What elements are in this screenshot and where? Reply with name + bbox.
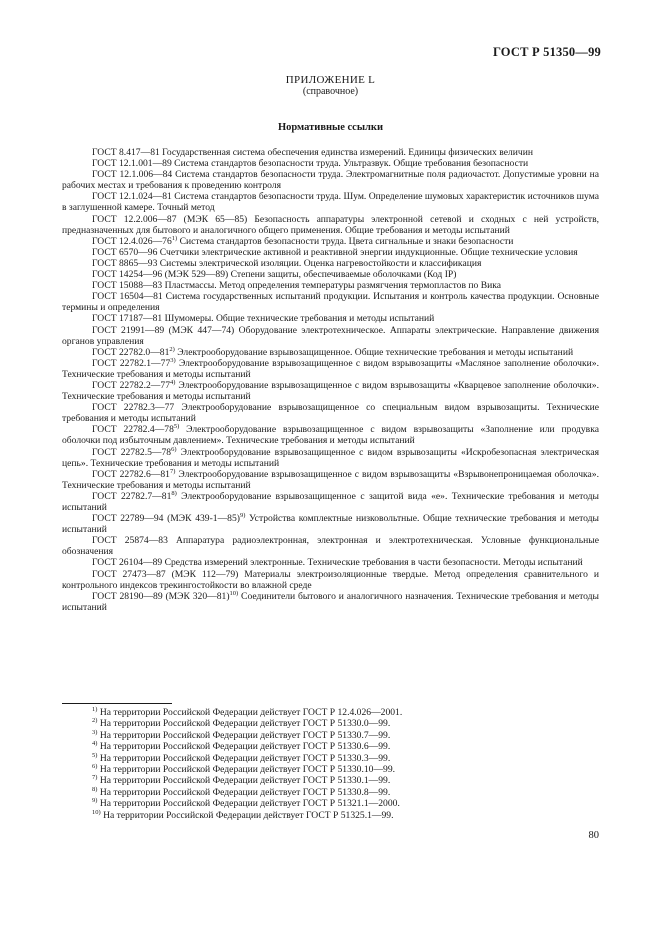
- reference-item: [62, 247, 599, 258]
- reference-text: ГОСТ 6570—96 Счетчики электрические активной и реактивной энергии индукционные. Общие технические условия: [92, 246, 578, 258]
- footnote-reference-mark: 5): [173, 423, 180, 431]
- footnote-item: [92, 787, 572, 798]
- footnote-text: На территории Российской Федерации действует ГОСТ Р 51330.8—99.: [97, 786, 391, 798]
- footnote-item: [92, 741, 572, 752]
- footnote-mark: 3): [92, 728, 98, 736]
- footnote-reference-mark: 4): [170, 378, 176, 386]
- footnote-text: На территории Российской Федерации действует ГОСТ Р 51325.1—99.: [100, 809, 394, 821]
- references-list: [62, 147, 599, 613]
- reference-item: [62, 535, 599, 557]
- reference-item: [62, 158, 599, 169]
- footnote-mark: 2): [92, 717, 98, 725]
- reference-designation: ГОСТ 28190—89 (МЭК 320—81): [92, 590, 230, 602]
- footnote-mark: 4): [92, 740, 98, 748]
- reference-title: Электрооборудование взрывозащищенное с видом взрывозащиты «Кварцевое заполнение оболочки». Технические требования и методы испытаний: [62, 379, 599, 403]
- reference-text: ГОСТ 14254—96 (МЭК 529—89) Степени защиты, обеспечиваемые оболочками (Код IP): [92, 269, 457, 281]
- footnote-item: [92, 707, 572, 718]
- footnote-reference-mark: 3): [170, 356, 176, 364]
- reference-designation: ГОСТ 22782.6—81: [92, 468, 170, 480]
- reference-designation: ГОСТ 22782.7—81: [92, 490, 172, 502]
- reference-designation: ГОСТ 22782.5—78: [92, 446, 172, 458]
- reference-title: Электрооборудование взрывозащищенное с видом взрывозащиты «Искробезопасная электрическая цепь». Технические требования и методы испытаний: [62, 446, 599, 469]
- reference-item: [62, 258, 599, 269]
- reference-text: ГОСТ 12.1.006—84 Система стандартов безопасности труда. Электромагнитные поля радиочастот. Допустимые уровни на рабочих местах и требования к проведению контроля: [62, 169, 599, 192]
- reference-item: [62, 402, 599, 424]
- reference-designation: ГОСТ 12.4.026—76: [92, 235, 172, 247]
- footnote-reference-mark: 10): [229, 589, 239, 597]
- reference-text: ГОСТ 22782.3—77 Электрооборудование взрывозащищенное со специальным видом взрывозащиты. Технические требования и методы испытаний: [62, 402, 599, 425]
- footnotes-list: [92, 707, 572, 821]
- reference-designation: ГОСТ 22789—94 (МЭК 439-1—85): [92, 513, 240, 525]
- reference-item: [62, 424, 599, 446]
- reference-item: [62, 313, 599, 324]
- reference-title: Электрооборудование взрывозащищенное. Общие технические требования и методы испытаний: [174, 346, 574, 358]
- footnote-mark: 10): [92, 808, 101, 816]
- footnote-text: На территории Российской Федерации действует ГОСТ Р 51330.6—99.: [97, 741, 391, 753]
- reference-item: [62, 447, 599, 469]
- appendix-title: ПРИЛОЖЕНИЕ L: [285, 74, 376, 86]
- footnote-reference-mark: 2): [169, 345, 175, 353]
- footnote-text: На территории Российской Федерации действует ГОСТ Р 51321.1—2000.: [97, 798, 400, 810]
- reference-text: ГОСТ 27473—87 (МЭК 112—79) Материалы электроизоляционные твердые. Метод определения сравнительного и контрольного индексов трекингостойкости во влажной среде: [62, 568, 599, 591]
- reference-item: [62, 557, 599, 568]
- footnote-reference-mark: 6): [171, 445, 177, 453]
- reference-title: Электрооборудование взрывозащищенное с защитой вида «е». Технические требования и методы испытаний: [62, 490, 599, 513]
- footnote-text: На территории Российской Федерации действует ГОСТ Р 51330.7—99.: [97, 729, 391, 741]
- reference-title: Устройства комплектные низковольтные. Общие технические требования и методы испытаний: [62, 513, 600, 536]
- reference-item: [62, 591, 599, 613]
- footnote-reference-mark: 1): [171, 234, 178, 242]
- reference-text: ГОСТ 21991—89 (МЭК 447—74) Оборудование электротехническое. Аппараты электрические. Направление движения органов управления: [62, 324, 599, 347]
- reference-title: Соединители бытового и аналогичного назначения. Технические требования и методы испытаний: [62, 590, 599, 613]
- footnote-item: [92, 718, 572, 729]
- reference-designation: ГОСТ 22782.0—81: [92, 346, 170, 358]
- reference-text: ГОСТ 12.2.006—87 (МЭК 65—85) Безопасность аппаратуры электронной сетевой и сходных с ней устройств, предназначенных для бытового и аналогичного общего применения. Общие требования и методы испытаний: [62, 213, 599, 236]
- footnote-text: На территории Российской Федерации действует ГОСТ Р 51330.0—99.: [97, 718, 391, 730]
- footnote-mark: 9): [92, 797, 98, 805]
- reference-text: ГОСТ 12.1.024—81 Система стандартов безопасности труда. Шум. Определение шумовых характеристик источников шума в заглушенной камере. Точный метод: [62, 191, 599, 214]
- footnote-reference-mark: 8): [171, 489, 177, 497]
- reference-item: [62, 569, 599, 591]
- reference-item: [62, 380, 599, 402]
- reference-text: ГОСТ 16504—81 Система государственных испытаний продукции. Испытания и контроль качества продукции. Основные термины и определения: [62, 291, 599, 314]
- reference-item: [62, 491, 599, 513]
- reference-item: [62, 469, 599, 491]
- reference-item: [62, 236, 599, 247]
- footnote-item: [92, 764, 572, 775]
- footnote-item: [92, 798, 572, 809]
- reference-text: ГОСТ 12.1.001—89 Система стандартов безопасности труда. Ультразвук. Общие требования безопасности: [92, 158, 529, 170]
- reference-text: ГОСТ 8865—93 Системы электрической изоляции. Оценка нагревостойкости и классификация: [92, 257, 482, 269]
- reference-item: [62, 214, 599, 236]
- reference-text: ГОСТ 26104—89 Средства измерений электронные. Технические требования в части безопасности. Методы испытаний: [92, 557, 583, 569]
- reference-title: Электрооборудование взрывозащищенное с видом взрывозащиты «Масляное заполнение оболочки». Технические требования и методы испытаний: [62, 357, 599, 380]
- footnote-mark: 6): [92, 762, 98, 770]
- reference-title: Система стандартов безопасности труда. Цвета сигнальные и знаки безопасности: [177, 235, 514, 247]
- reference-item: [62, 280, 599, 291]
- page-number: 80: [588, 830, 599, 841]
- reference-item: [62, 269, 599, 280]
- reference-item: [62, 358, 599, 380]
- footnote-item: [92, 730, 572, 741]
- reference-designation: ГОСТ 22782.1—77: [92, 357, 171, 369]
- document-standard-header: ГОСТ Р 51350—99: [492, 45, 601, 59]
- reference-item: [62, 147, 599, 158]
- footnote-reference-mark: 7): [169, 467, 176, 475]
- reference-text: ГОСТ 17187—81 Шумомеры. Общие технические требования и методы испытаний: [92, 313, 435, 325]
- appendix-subtitle: (справочное): [302, 86, 359, 97]
- footnote-text: На территории Российской Федерации действует ГОСТ Р 51330.10—99.: [97, 764, 396, 776]
- footnote-mark: 5): [92, 751, 98, 759]
- reference-item: [62, 191, 599, 213]
- reference-designation: ГОСТ 22782.2—77: [92, 379, 170, 391]
- reference-title: Электрооборудование взрывозащищенное с видом взрывозащиты «Взрывонепроницаемая оболочка». Технические требования и методы испытаний: [62, 468, 599, 491]
- reference-title: Электрооборудование взрывозащищенное с видом взрывозащиты «Заполнение или продувка оболочки под избыточным давлением». Технические требования и методы испытаний: [62, 424, 599, 447]
- reference-item: [62, 347, 599, 358]
- reference-item: [62, 325, 599, 347]
- reference-item: [62, 513, 599, 535]
- footnote-text: На территории Российской Федерации действует ГОСТ Р 51330.1—99.: [97, 775, 391, 787]
- footnote-item: [92, 775, 572, 786]
- footnote-text: На территории Российской Федерации действует ГОСТ Р 12.4.026—2001.: [97, 707, 403, 718]
- footnote-mark: 1): [92, 705, 98, 713]
- footnote-text: На территории Российской Федерации действует ГОСТ Р 51330.3—99.: [97, 752, 391, 764]
- reference-designation: ГОСТ 22782.4—78: [92, 424, 174, 436]
- reference-item: [62, 291, 599, 313]
- footnote-reference-mark: 9): [239, 511, 246, 519]
- footnote-mark: 7): [92, 774, 98, 782]
- section-title: Нормативные ссылки: [277, 122, 384, 133]
- footnote-item: [92, 810, 572, 821]
- reference-text: ГОСТ 25874—83 Аппаратура радиоэлектронная, электронная и электротехническая. Условные функциональные обозначения: [62, 535, 599, 558]
- reference-item: [62, 169, 599, 191]
- footnote-mark: 8): [92, 785, 98, 793]
- reference-text: ГОСТ 15088—83 Пластмассы. Метод определения температуры размягчения термопластов по Вика: [92, 280, 502, 292]
- footnote-divider: [62, 703, 172, 704]
- reference-text: ГОСТ 8.417—81 Государственная система обеспечения единства измерений. Единицы физических величин: [92, 147, 533, 158]
- footnote-item: [92, 753, 572, 764]
